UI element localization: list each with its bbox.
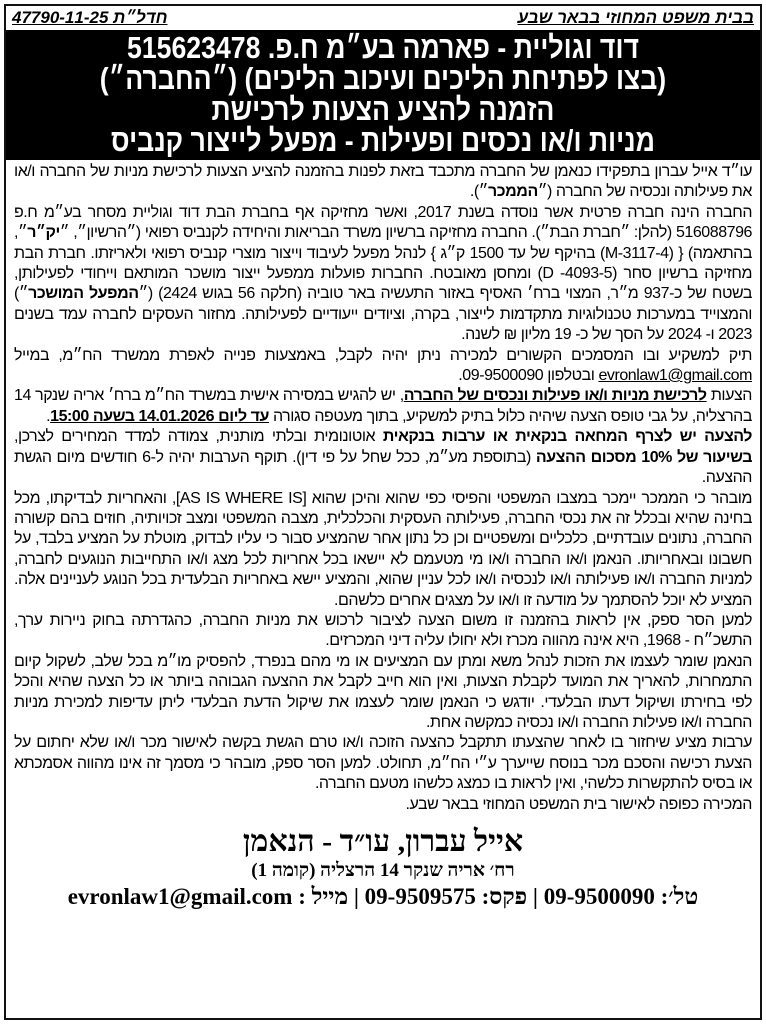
text-segment: המכירה כפופה לאישור בית המשפט המחוזי בבאר שבע.	[405, 795, 752, 813]
text-segment: ״).	[469, 183, 488, 201]
title-line: מניות ו/או נכסים ופעילות - מפעל לייצור קנביס	[110, 123, 655, 158]
trustee-name: אייל עברון, עו״ד - הנאמן	[242, 825, 524, 858]
paragraph	[14, 489, 752, 611]
trustee-contact: טל׳: 09-9500090 | פקס: 09-9509575 | מייל : evronlaw1@gmail.com	[67, 884, 699, 909]
text-segment: ״, בהתאמה) { (M-3117-4) בהיקף של עד 1500 ק״ג } לנהל מפעל לעיבוד וייצור מוצרי קנביס רפואי ולאריזתו. חברת הבת מחזיקה ברשיון סחר (D -4093-5) ומחסן מאובטח. החברות פועלות ממפעל ייצור מושכר המותאם וייחודי לפעילותן, בשטח של כ-937 מ״ר, המצוי ברח׳ האסיף באזור התעשיה באר טוביה (חלקה 56 בגוש 2424) (״	[14, 224, 753, 303]
title-line: דוד וגוליית - פארמה בע״מ ח.פ. 515623478	[126, 30, 640, 65]
text-segment: ״) והמצוייד במערכות טכנולוגיות מתקדמות לייצור, בקרה, וציודים ייעודיים לפעילותה. מחזור העסקים לחברה עמד בשנים 2023 ו- 2024 על הסך של כ- 19 מליון ₪ לשנה.	[14, 285, 752, 344]
notice-header	[6, 6, 760, 30]
emphasized-text: בשיעור של 10% מסכום ההצעה	[535, 448, 752, 466]
text-segment: הנאמן שומר לעצמו את הזכות לנהל משא ומתן עם המציעים או מי מהם בנפרד, להפסיק מו״מ בכל שלב, לשקול קיום התמחרות, להאריך את המועד לקבלת הצעות, ואין הוא חייב לקבל את ההצעה הגבוהה ביותר או כל הצעה שהיא והכל לפי בחירתו ושיקול דעתו הבלעדי. יודגש כי הנאמן שומר לעצמו את שיקול הדעת הבלעדי ליתן עדיפות למכירת מניות החברה ו/או פעילות החברה ו/או נכסיה כמקשה אחת.	[14, 652, 752, 731]
emphasized-text: evronlaw1@gmail.com	[598, 367, 752, 385]
title-line: (בצו לפתיחת הליכים ועיכוב הליכים) (״החברה״)	[99, 61, 667, 96]
paragraph	[14, 346, 752, 387]
text-segment: הצעות	[706, 387, 752, 405]
paragraph	[14, 203, 752, 346]
text-segment: תיק למשקיע ובו המסמכים הקשורים למכירה ניתן יהיה לקבל, באמצעות פנייה לאפרת ממשרד הח״מ, במייל	[14, 346, 752, 364]
text-segment: החברה הינה חברה פרטית אשר נוסדה בשנת 2017, ואשר מחזיקה אף בחברת הבת דוד וגוליית מסחר בע״מ ח.פ 516088796 (להלן: ״חברת הבת״). החברה מחזיקה ברשיון משרד הבריאות והיחידה לקנביס רפואי (״הרשיון״, ״	[14, 203, 753, 242]
paragraph	[14, 386, 752, 427]
text-segment: (בתוספת מע״מ, ככל שחל על פי דין). תוקף הערבות יהיה ל-6 חודשים מיום הגשת ההצעה.	[14, 448, 752, 487]
emphasized-text: להצעה יש לצרף המחאה בנקאית או ערבות בנקאית	[382, 428, 752, 446]
notice-footer	[6, 825, 760, 911]
emphasized-text: עד ליום 14.01.2026 בשעה 15:00	[50, 407, 269, 425]
paragraph	[14, 652, 752, 734]
paragraph	[14, 733, 752, 794]
text-segment: ערבות מציע שיחזור בו לאחר שהצעתו תתקבל כהצעה הזוכה ו/או טרם הגשת בקשה לאישור מכר ו/או שלא יחתום על הצעת רכישה והסכם מכר בנוסח שייערך ע״י הח״מ, תחולט. למען הסר ספק, מובהר כי מסמך זה אינו מהווה אסמכתא או בסיס להתקשרות כלשהי, ואין לראות בו כמצג כלשהו מטעם החברה.	[14, 734, 752, 793]
text-segment: מובהר כי הממכר יימכר במצבו המשפטי והפיסי כפי שהוא והיכן שהוא [AS IS WHERE IS], והאחריות לבדיקתו, מכל בחינה שהיא ובכלל זה את נכסי החברה, פעילותה העסקית והכלכלית, מצבה המשפטי ומצב זכויותיה, חוזים בהם קשורה החברה, נתונים עובדתיים, כלכליים ומשפטיים וכן כל נתון אחר שהמציע סבור כי עליו לבדוק, מוטלת על המציע בלבד, על חשבונו ובאחריותו. הנאמן ו/או החברה ו/או מי מטעמם לא יישאו בכל אחריות לכל מצג ו/או התחייבות הנוגעים לחברה, למניות החברה ו/או פעילותה ו/או לנכסיה ו/או לכל עניין שהוא, והמציע יישא באחריות הבלעדית בכל הנוגע לעניינים אלה. המציע לא יוכל להסתמך על מודעה זו ו/או על מצגים אחרים כלשהם.	[14, 489, 753, 609]
title-banner	[6, 30, 760, 160]
paragraph	[14, 611, 752, 652]
paragraph	[14, 162, 752, 203]
emphasized-text: יק״ר	[27, 224, 60, 242]
paragraph	[14, 427, 752, 488]
case-number: חדל״ת 47790-11-25	[12, 8, 168, 27]
legal-notice	[4, 4, 762, 1020]
emphasized-text: המפעל המושכר	[28, 285, 139, 303]
notice-body	[6, 160, 760, 815]
text-segment: ובטלפון 09-9500090.	[458, 367, 599, 385]
title-line: הזמנה להציע הצעות לרכישת	[211, 92, 555, 127]
emphasized-text: לרכישת מניות ו/או פעילות ונכסים של החברה	[403, 387, 707, 405]
text-segment: .	[46, 407, 51, 425]
text-segment: אוטונומית ובלתי מותנית, צמודה למדד המחירים לצרכן,	[14, 428, 383, 446]
emphasized-text: הממכר	[487, 183, 538, 201]
text-segment: עו״ד אייל עברון בתפקידו כנאמן של החברה מתכבד בזאת לפנות בהזמנה להציע הצעות לרכישת מניות של החברה ו/או את פעילותה ונכסיה של החברה (״	[14, 163, 752, 201]
text-segment: , יש להגיש במסירה אישית במשרד הח״מ ברח׳ אריה שנקר 14 בהרצליה, על גבי טופס הצעה שיהיה כלול בתיק למשקיע, בתוך מעטפה סגורה	[14, 387, 752, 425]
trustee-address: רח׳ אריה שנקר 14 הרצליה (קומה 1)	[251, 860, 515, 881]
court-name: בבית משפט המחוזי בבאר שבע	[517, 8, 754, 27]
text-segment: למען הסר ספק, אין לראות בהזמנה זו משום הצעה לציבור לרכוש את מניות החברה, כהגדרתה בחוק ניירות ערך, התשכ״ח - 1968, היא אינה מהווה מכרז ולא יחולו עליה דיני המכרזים.	[14, 611, 752, 650]
paragraph	[14, 795, 752, 815]
